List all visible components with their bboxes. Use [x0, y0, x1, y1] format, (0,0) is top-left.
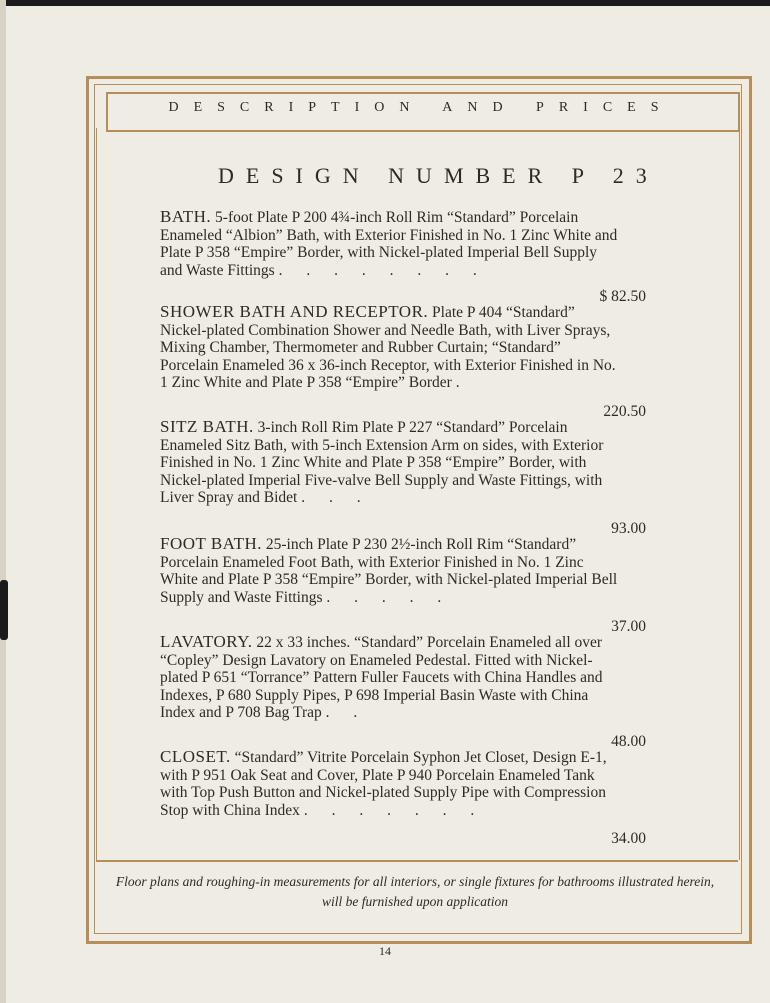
item-description: 25-inch Plate P 230 2½-inch Roll Rim “Standard” Porcelain Enameled Foot Bath, with Exterior Finished in No. 1 Zinc White and Plate P 358 “Empire” Border, with Nickel-plated Imperial Bell Supply and Waste Fittings — [160, 536, 618, 606]
footnote-divider — [96, 860, 738, 862]
dot-leader: . . . — [301, 489, 371, 507]
dot-leader: . . . . . . . — [303, 801, 485, 819]
item-name: CLOSET. — [160, 747, 231, 766]
item-description: “Standard” Vitrite Porcelain Syphon Jet Closet, Design E-1, with P 951 Oak Seat and Cover, Plate P 940 Porcelain Enameled Tank with Top Push Button and Nickel-plated Supply Pipe with Compression Stop with China Index — [160, 749, 607, 819]
list-item — [160, 303, 620, 392]
item-name: LAVATORY. — [160, 632, 253, 651]
list-item — [160, 535, 620, 606]
item-price: 93.00 — [611, 520, 646, 537]
item-price: 220.50 — [603, 403, 646, 420]
item-price: 37.00 — [611, 618, 646, 635]
design-title: DESIGN NUMBER P 23 — [218, 163, 659, 188]
item-price: 48.00 — [611, 733, 646, 750]
dot-leader: . . . . . — [326, 588, 452, 606]
item-price: $ 82.50 — [599, 288, 646, 305]
page-number: 14 — [379, 944, 391, 958]
dot-leader: . . . . . . . . — [278, 261, 487, 279]
item-name: SHOWER BATH AND RECEPTOR. — [160, 302, 429, 321]
binding-mark — [0, 580, 8, 640]
list-item — [160, 633, 620, 722]
item-description: Plate P 404 “Standard” Nickel-plated Combination Shower and Needle Bath, with Liver Sprays, Mixing Chamber, Thermometer and Rubber Curtain; “Standard” Porcelain Enameled 36 x 36-inch Receptor, with Exterior Finished in No. 1 Zinc White and Plate P 358 “Empire” Border — [160, 304, 616, 392]
item-name: SITZ BATH. — [160, 417, 254, 436]
list-item — [160, 748, 620, 819]
dot-leader: . — [455, 374, 470, 392]
list-item — [160, 208, 620, 279]
item-name: FOOT BATH. — [160, 534, 262, 553]
header-title: DESCRIPTION AND PRICES — [168, 100, 674, 115]
list-item — [160, 418, 620, 507]
footnote: Floor plans and roughing-in measurements for all interiors, or single fixtures for bathrooms illustrated herein, will be furnished upon application — [115, 874, 715, 909]
item-description: 3-inch Roll Rim Plate P 227 “Standard” Porcelain Enameled Sitz Bath, with 5-inch Extension Arm on sides, with Exterior Finished in No. 1 Zinc White and Plate P 358 “Empire” Border, with Nickel-plated Imperial Five-valve Bell Supply and Waste Fittings, with Liver Spray and Bidet — [160, 419, 604, 507]
item-name: BATH. — [160, 207, 212, 226]
dot-leader: . . — [325, 704, 368, 722]
item-price: 34.00 — [611, 830, 646, 847]
item-description: 22 x 33 inches. “Standard” Porcelain Enameled all over “Copley” Design Lavatory on Enameled Pedestal. Fitted with Nickel-plated P 651 “Torrance” Pattern Fuller Faucets with China Handles and Indexes, P 680 Supply Pipes, P 698 Imperial Basin Waste with China Index and P 708 Bag Trap — [160, 634, 603, 722]
item-description: 5-foot Plate P 200 4¾-inch Roll Rim “Standard” Porcelain Enameled “Albion” Bath, with Exterior Finished in No. 1 Zinc White and Plate P 358 “Empire” Border, with Nickel-plated Imperial Bell Supply and Waste Fittings — [160, 209, 618, 279]
